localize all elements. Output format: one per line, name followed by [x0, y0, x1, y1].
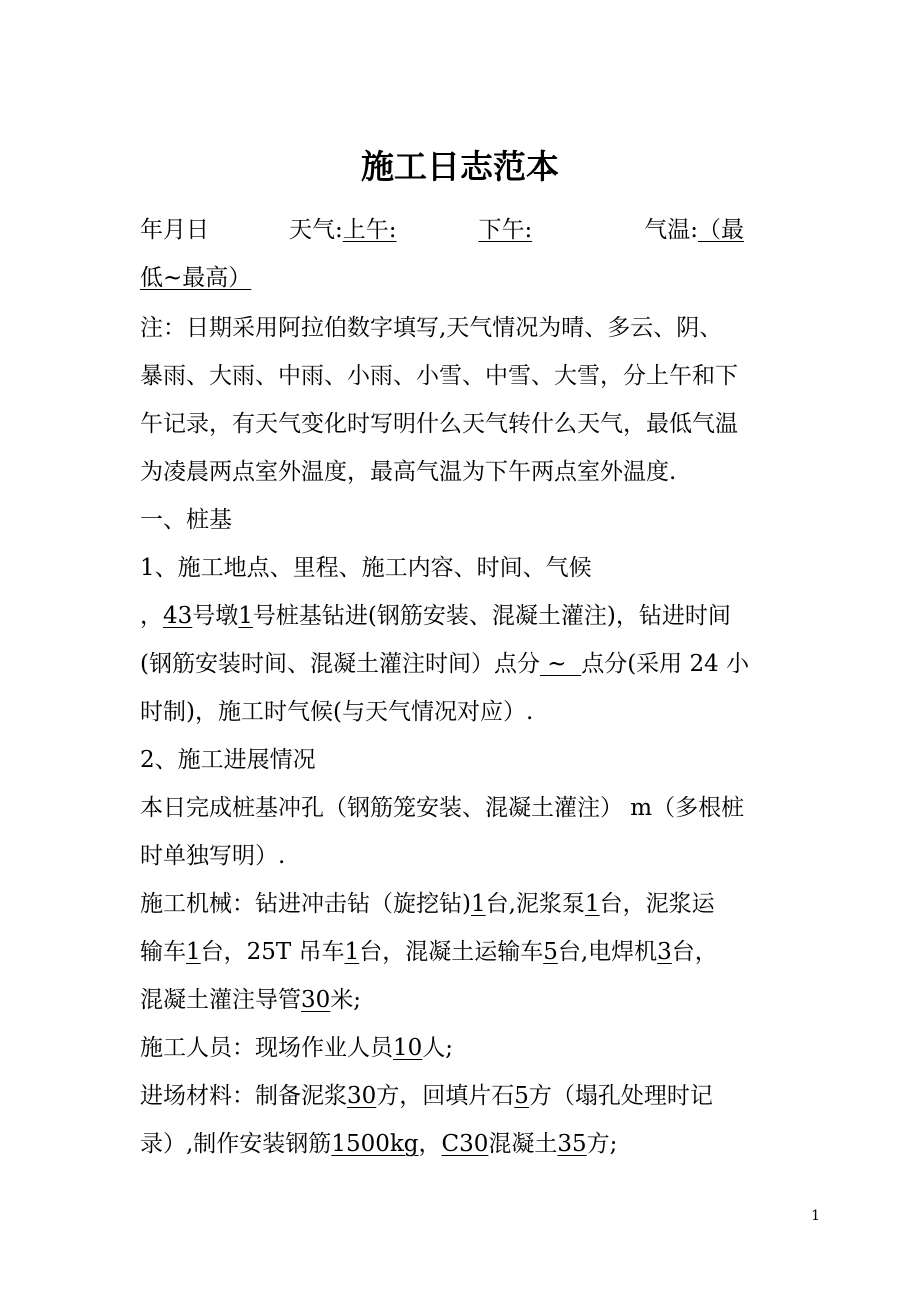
subsection-heading: 1、施工地点、里程、施工内容、时间、气候	[140, 555, 592, 581]
weather-am-field: 上午:	[342, 217, 397, 243]
header-line-2	[140, 255, 251, 301]
crane-qty: 1	[344, 939, 360, 965]
machinery-line: 施工机械：钻进冲击钻（旋挖钻)1台,泥浆泵1台，泥浆运	[140, 891, 715, 917]
note-line: 午记录，有天气变化时写明什么天气转什么天气，最低气温	[140, 411, 738, 437]
weather-label: 天气:	[289, 217, 343, 243]
pipe-length: 30	[301, 987, 331, 1013]
mixer-qty: 5	[543, 939, 558, 965]
welder-qty: 3	[657, 939, 672, 965]
weather-pm-field: 下午:	[478, 217, 533, 243]
mud-qty: 30	[347, 1083, 377, 1109]
document-title: 施工日志范本	[361, 147, 559, 186]
date-label: 年月日	[140, 217, 209, 243]
progress-line: 时单独写明）.	[140, 843, 286, 869]
concrete-qty: 35	[557, 1131, 587, 1157]
section-heading: 一、桩基	[140, 507, 232, 533]
machinery-line: 输车1台，25T 吊车1台，混凝土运输车5台,电焊机3台，	[140, 939, 718, 965]
note-line: 为凌晨两点室外温度，最高气温为下午两点室外温度.	[140, 459, 677, 485]
pump-qty: 1	[584, 891, 600, 917]
time-range-tilde: ~	[547, 651, 567, 677]
materials-line: 进场材料：制备泥浆30方，回填片石5方（塌孔处理时记	[140, 1083, 713, 1109]
note-line: 注：日期采用阿拉伯数字填写,天气情况为晴、多云、阴、	[140, 315, 723, 341]
concrete-grade: C30	[441, 1131, 489, 1157]
machinery-line: 混凝土灌注导管30米;	[140, 987, 362, 1013]
materials-line: 录）,制作安装钢筋1500kg，C30混凝土35方;	[140, 1131, 618, 1157]
time-line: (钢筋安装时间、混凝土灌注时间）点分 ~ 点分(采用 24 小	[140, 651, 750, 677]
temp-field-start: （最	[698, 217, 744, 243]
truck-qty: 1	[186, 939, 201, 965]
drill-qty: 1	[470, 891, 486, 917]
temp-range: 低~最高）	[140, 265, 252, 291]
pier-number: 43	[163, 603, 193, 629]
climate-line: 时制)，施工时气候(与天气情况对应）.	[140, 699, 534, 725]
note-line: 暴雨、大雨、中雨、小雨、小雪、中雪、大雪，分上午和下	[140, 363, 738, 389]
rebar-qty: 1500kg	[331, 1131, 419, 1157]
subsection-heading: 2、施工进展情况	[140, 747, 316, 773]
progress-line: 本日完成桩基冲孔（钢筋笼安装、混凝土灌注） m（多根桩	[140, 795, 745, 821]
temp-label: 气温:	[644, 217, 698, 243]
pile-number: 1	[238, 603, 253, 629]
header-line	[140, 207, 744, 253]
page-number: 1	[811, 1208, 820, 1224]
personnel-line: 施工人员：现场作业人员10人;	[140, 1035, 454, 1061]
worker-count: 10	[393, 1035, 423, 1061]
location-line: ，43号墩1号桩基钻进(钢筋安装、混凝土灌注)，钻进时间	[140, 603, 731, 629]
stone-qty: 5	[514, 1083, 529, 1109]
